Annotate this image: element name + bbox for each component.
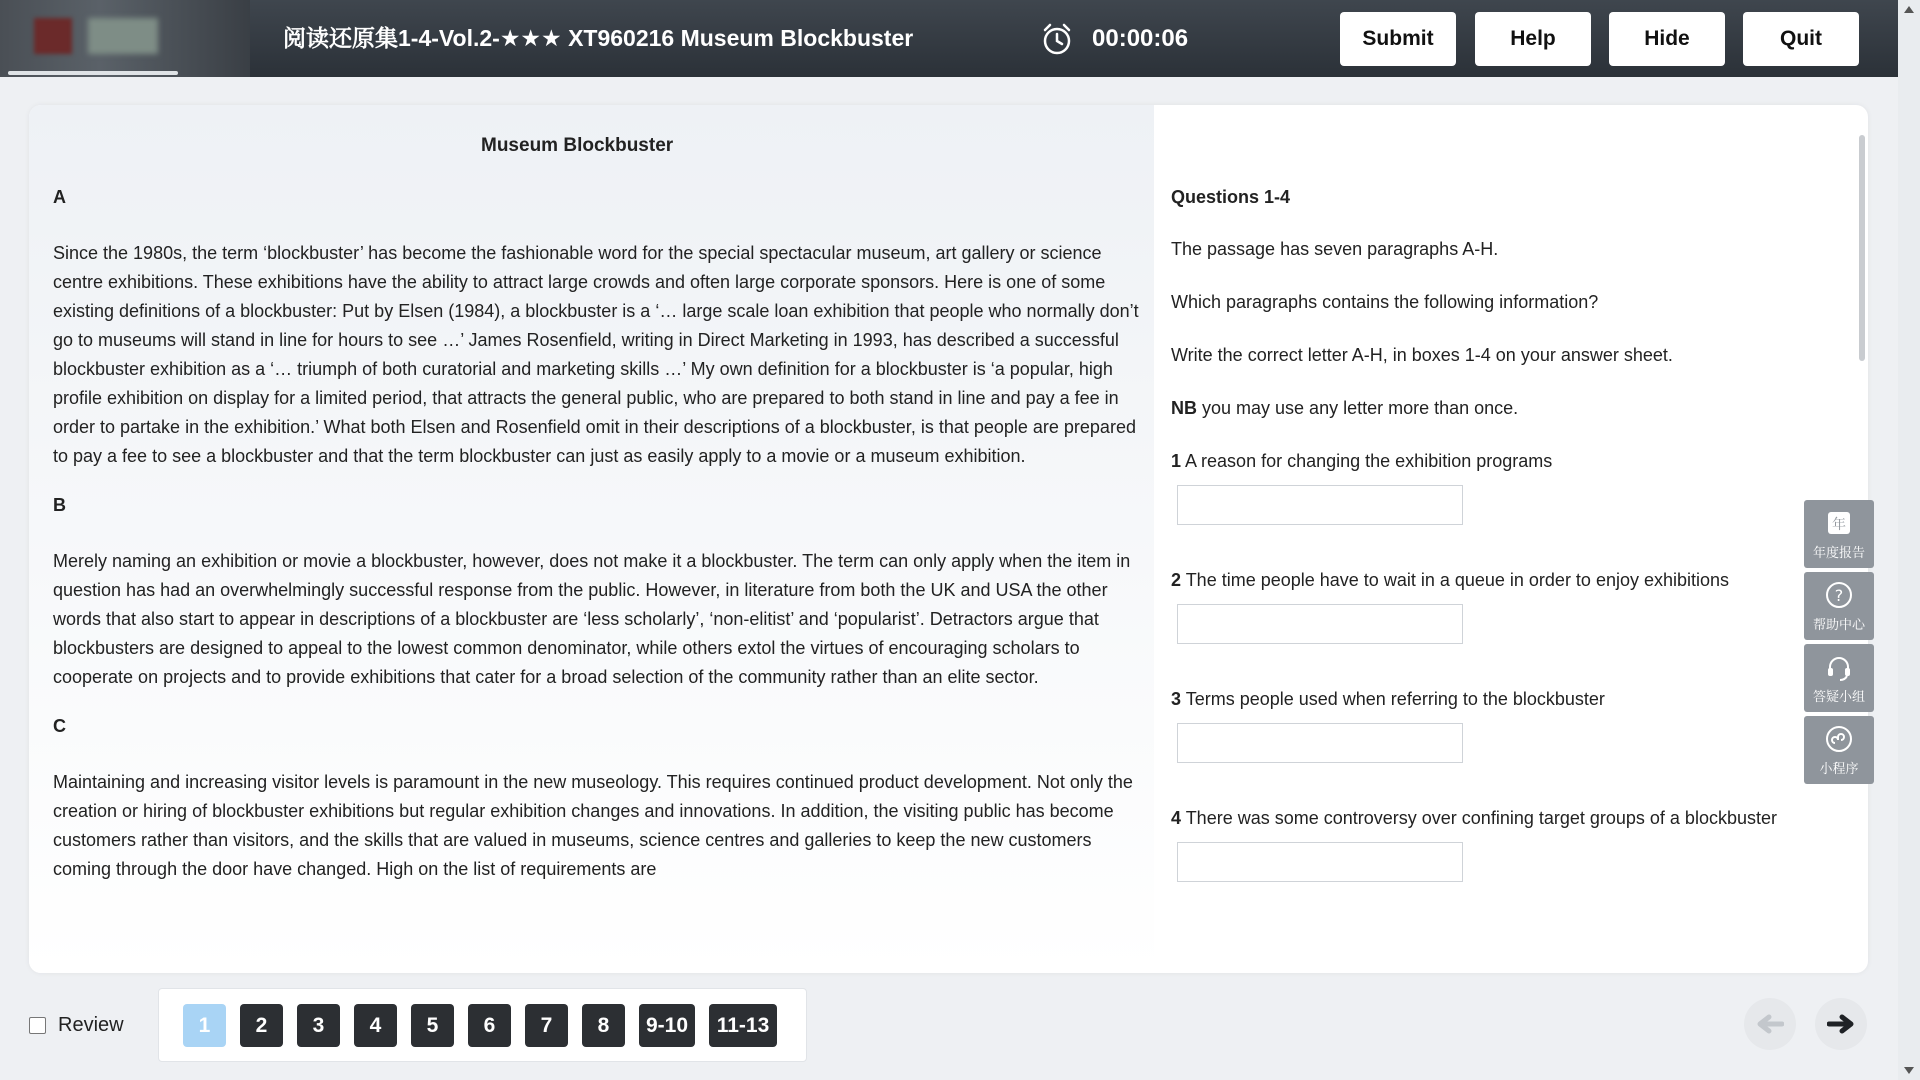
mini-program-icon [1824,724,1854,754]
submit-button[interactable]: Submit [1340,12,1456,66]
svg-text:年: 年 [1832,516,1846,533]
question-label: There was some controversy over confining target groups of a blockbuster [1181,808,1777,828]
quit-button[interactable]: Quit [1743,12,1859,66]
timer: 00:00:06 [1092,25,1189,52]
question-label: The time people have to wait in a queue in order to enjoy exhibitions [1181,570,1730,590]
headset-icon [1824,652,1854,682]
hide-button[interactable]: Hide [1609,12,1725,66]
scroll-down-arrow-icon[interactable] [1904,1067,1914,1074]
page-button-11-13[interactable]: 11-13 [709,1004,777,1047]
side-item-label: 小程序 [1819,760,1859,776]
questions-pane[interactable] [1171,105,1851,973]
passage-pane[interactable] [29,105,1154,973]
review-checkbox[interactable] [29,1017,46,1034]
avatar [0,0,250,77]
arrow-left-icon [1756,1014,1784,1034]
review-toggle[interactable] [29,1010,124,1040]
question-text [1171,808,1851,830]
nb-text: you may use any letter more than once. [1197,398,1519,418]
page-button-7[interactable]: 7 [525,1004,568,1047]
passage-body [53,187,1143,908]
nb-note [1171,398,1851,421]
answer-input-1[interactable] [1177,485,1463,525]
side-item-label: 帮助中心 [1812,616,1865,632]
question-number: 1 [1171,451,1182,471]
calendar-icon [1824,508,1854,538]
side-item-label: 答疑小组 [1812,688,1865,704]
question-item [1171,808,1851,882]
question-label: Terms people used when referring to the blockbuster [1181,689,1605,709]
paragraph-text: Since the 1980s, the term ‘blockbuster’ has become the fashionable word for the special spectacular museum, art gallery or science centre exhibitions. These exhibitions have the ability to attract large crowds and often large corporate sponsors. Here is one of some existing definitions of a blockbuster: Put by Elsen (1984), a blockbuster is a ‘… large scale loan exhibition that people who normally don’t go to museums will stand in line for hours to see …’ James Rosenfield, writing in Direct Marketing in 1993, has described a successful blockbuster exhibition as a ‘… triumph of both curatorial and marketing skills …’ My own definition for a blockbuster is ‘a popular, high profile exhibition on display for a limited period, that attracts the general public, who are prepared to both stand in line and pay a fee in order to partake in the exhibition.’ What both Elsen and Rosenfield omit in their descriptions of a blockbuster, is that people are prepared to pay a fee to see a blockbuster and that the term blockbuster can just as easily apply to a movie or a museum exhibition. [53,243,1139,466]
panel-scrollbar-thumb[interactable] [1859,135,1865,361]
help-button[interactable]: Help [1475,12,1591,66]
next-button[interactable] [1815,998,1867,1050]
answer-input-2[interactable] [1177,604,1463,644]
window-scrollbar[interactable] [1898,0,1920,1080]
paragraph-text: Merely naming an exhibition or movie a blockbuster, however, does not make it a blockbuster. The term can only apply when the item in question has had an overwhelmingly successful response from the public. However, in literature from both the UK and USA the other words that also start to appear in descriptions of a blockbuster are ‘less scholarly’, ‘non-elitist’ and ‘popularist’. Detractors argue that blockbusters are designed to appeal to the lowest common denominator, while others extol the virtues of encouraging scholars to cooperate on projects and to provide exhibitions that cater for a broad selection of the community rather than an elite sector. [53,551,1131,687]
paragraph-letter: C [53,716,66,736]
paragraph-letter: B [53,495,66,515]
paragraph-letter: A [53,187,66,207]
side-item-qa-group[interactable] [1804,644,1874,712]
page-button-2[interactable]: 2 [240,1004,283,1047]
answer-input-4[interactable] [1177,842,1463,882]
questions-heading: Questions 1-4 [1171,187,1291,207]
prev-button[interactable] [1744,998,1796,1050]
answer-input-3[interactable] [1177,723,1463,763]
side-widgets [1804,500,1874,788]
page-button-9-10[interactable]: 9-10 [639,1004,695,1047]
side-item-annual-report[interactable] [1804,500,1874,568]
instruction-text: Write the correct letter A-H, in boxes 1-4 on your answer sheet. [1171,345,1673,365]
page-button-4[interactable]: 4 [354,1004,397,1047]
question-icon [1824,580,1854,610]
alarm-clock-icon [1040,22,1074,56]
side-item-label: 年度报告 [1812,544,1865,560]
instruction-text: The passage has seven paragraphs A-H. [1171,239,1499,259]
question-item [1171,570,1851,644]
question-label: A reason for changing the exhibition programs [1181,451,1553,471]
arrow-right-icon [1827,1014,1855,1034]
review-label: Review [58,1013,124,1036]
side-item-help-center[interactable] [1804,572,1874,640]
question-number: 2 [1171,570,1182,590]
question-number: 4 [1171,808,1182,828]
page-button-5[interactable]: 5 [411,1004,454,1047]
page-button-1[interactable]: 1 [183,1004,226,1047]
paragraph-text: Maintaining and increasing visitor levels is paramount in the new museology. This requires continued product development. Not only the creation or hiring of blockbuster exhibitions but regular exhibition changes and innovations. In addition, the visiting public has become customers rather than visitors, and the skills that are valued in museums, science centres and galleries to keep the new customers coming through the door have changed. High on the list of requirements are [53,772,1133,879]
question-item [1171,689,1851,763]
main-panel [29,105,1868,973]
question-text [1171,689,1851,711]
question-item [1171,451,1851,525]
page-button-8[interactable]: 8 [582,1004,625,1047]
page-button-3[interactable]: 3 [297,1004,340,1047]
nb-label: NB [1171,398,1197,418]
side-item-mini-program[interactable] [1804,716,1874,784]
question-text [1171,451,1851,473]
question-number: 3 [1171,689,1182,709]
svg-text:?: ? [1834,585,1844,605]
page-button-6[interactable]: 6 [468,1004,511,1047]
question-text [1171,570,1851,592]
passage-title: Museum Blockbuster [481,135,674,156]
top-bar [0,0,1898,77]
instruction-text: Which paragraphs contains the following information? [1171,292,1599,312]
question-pager [158,988,807,1062]
scroll-up-arrow-icon[interactable] [1904,6,1914,13]
exam-title: 阅读还原集1-4-Vol.2-★★★ XT960216 Museum Blockbuster [283,25,914,51]
